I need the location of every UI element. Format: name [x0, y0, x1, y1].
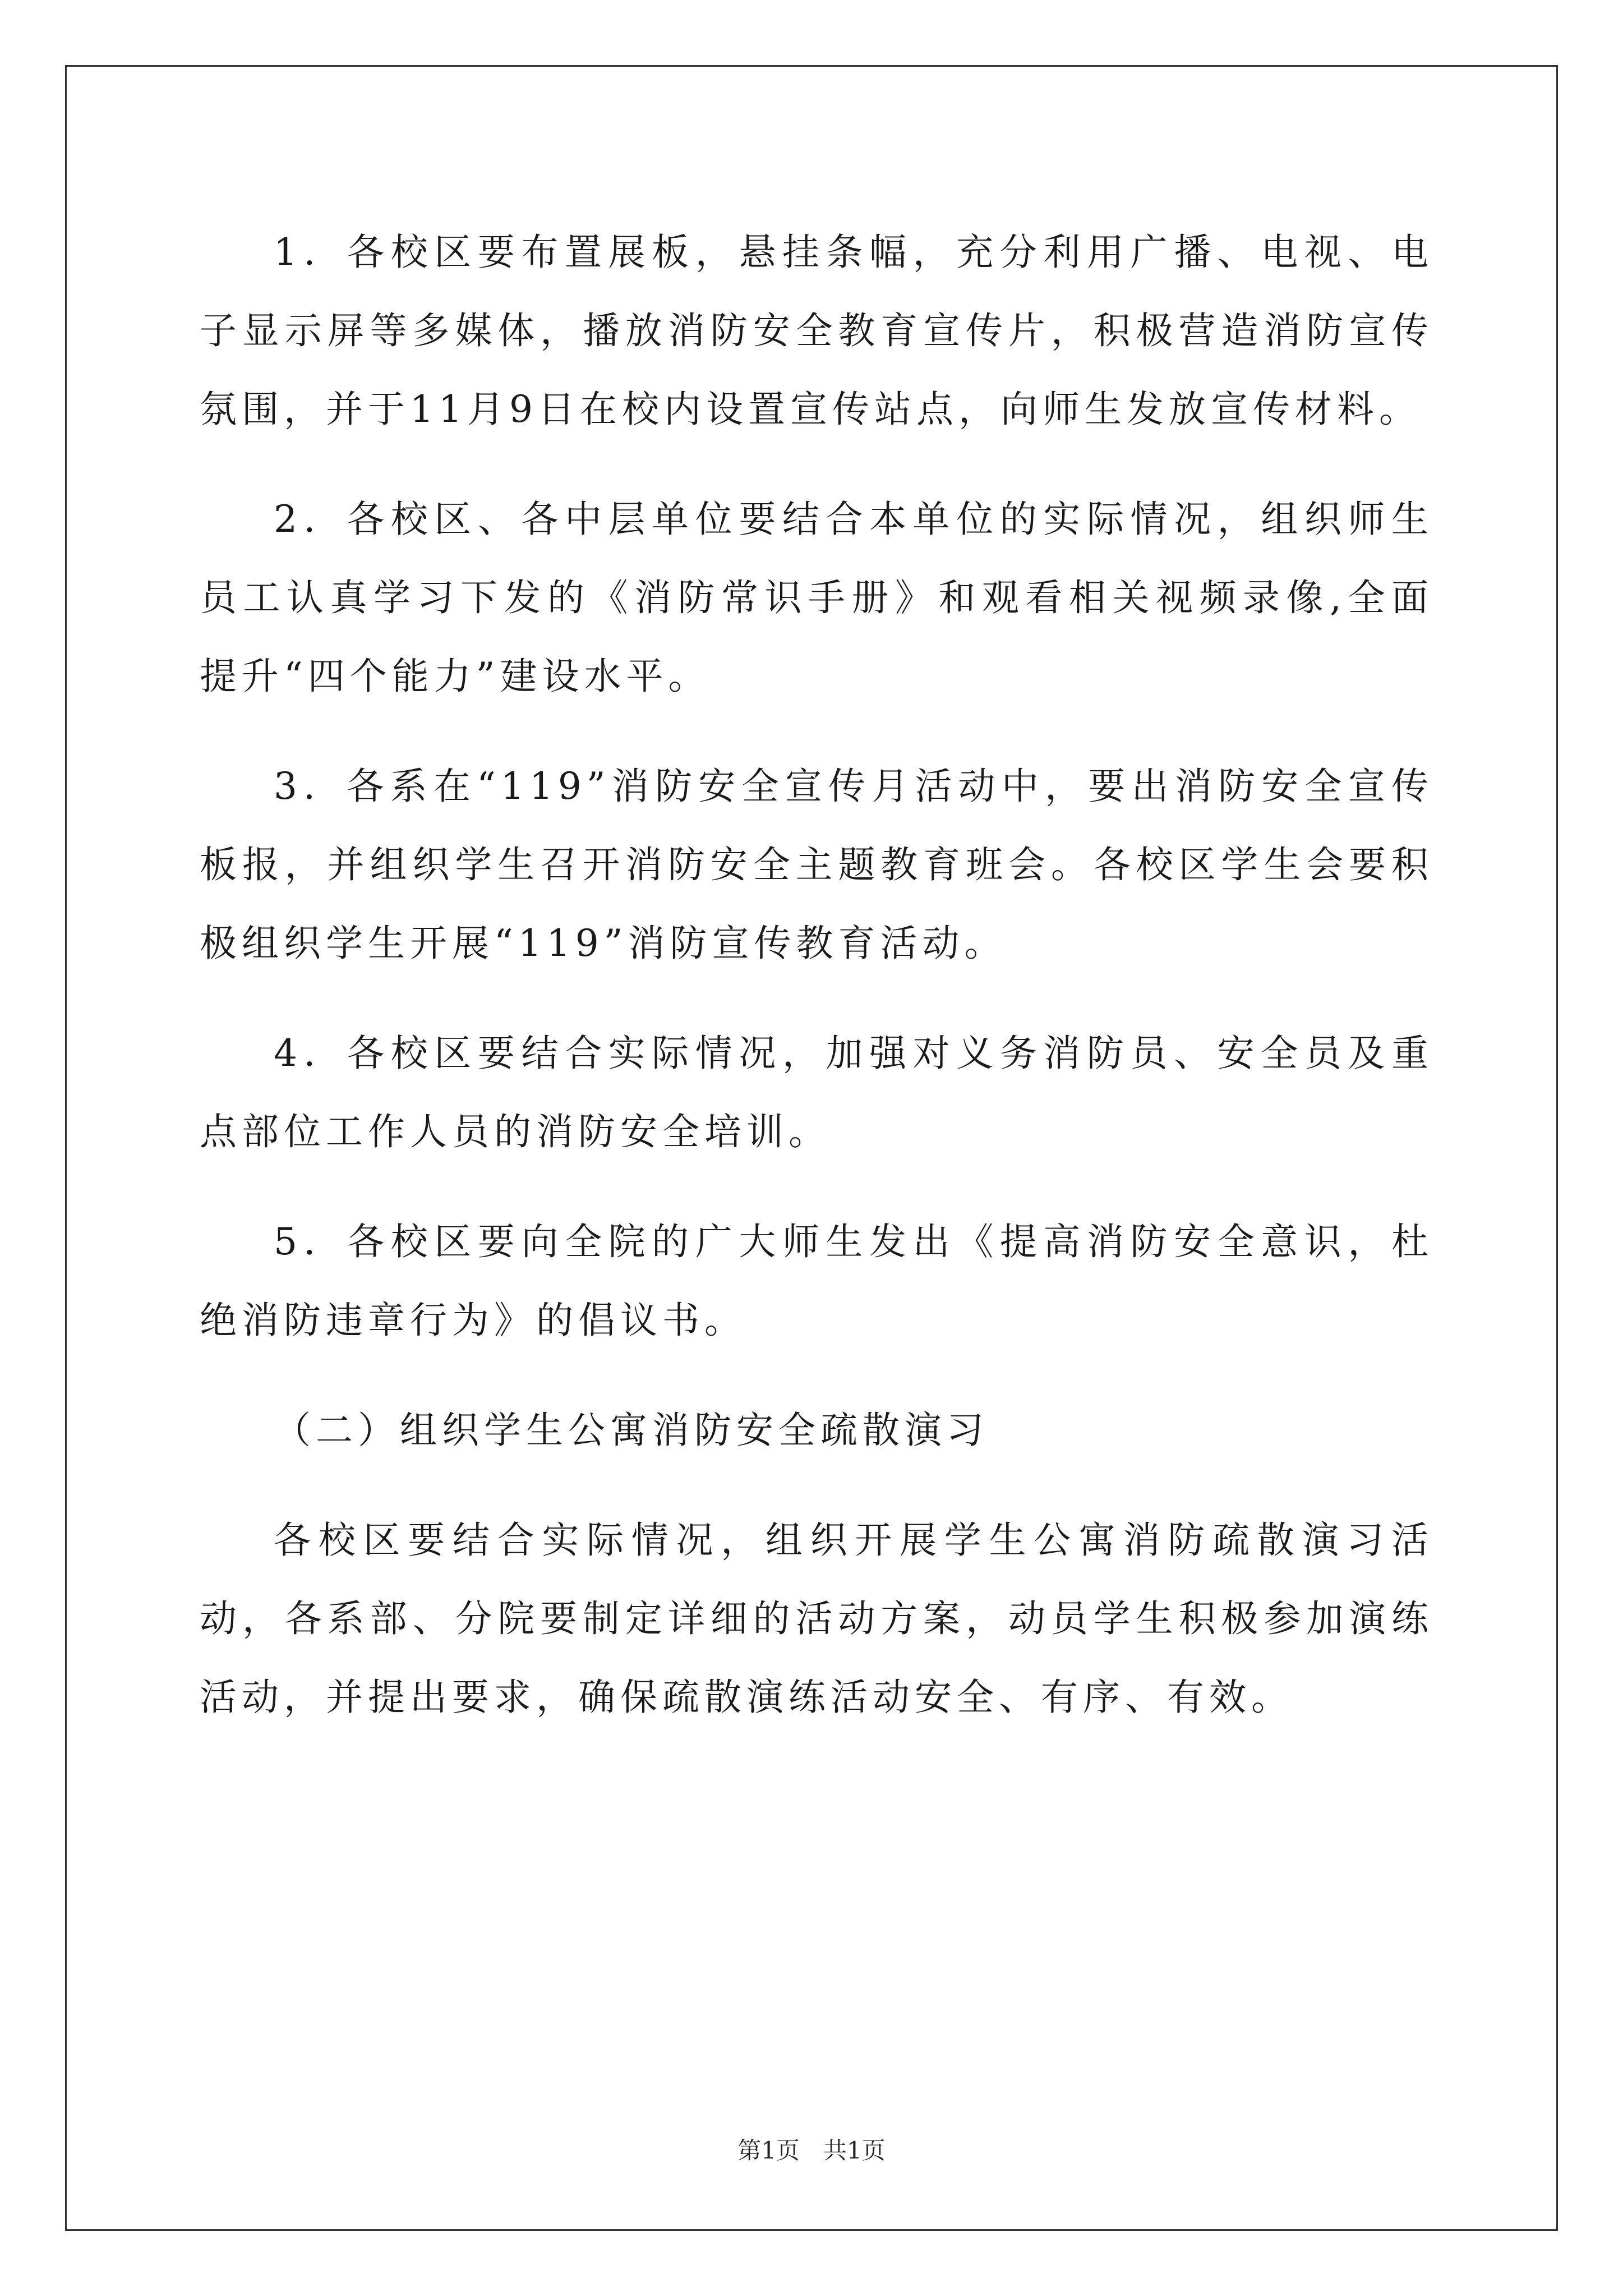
document-body — [200, 213, 1433, 1768]
paragraph-5: 5．各校区要向全院的广大师生发出《提高消防安全意识，杜绝消防违章行为》的倡议书。 — [200, 1220, 1433, 1342]
paragraph-4: 4．各校区要结合实际情况，加强对义务消防员、安全员及重点部位工作人员的消防安全培训。 — [200, 1032, 1433, 1153]
paragraph-6: 各校区要结合实际情况，组织开展学生公寓消防疏散演习活动，各系部、分院要制定详细的活动方案，动员学生积极参加演练活动，并提出要求，确保疏散演练活动安全、有序、有效。 — [200, 1519, 1433, 1719]
page-footer: 第1页 共1页 — [737, 2137, 886, 2164]
paragraph-1: 1．各校区要布置展板，悬挂条幅，充分利用广播、电视、电子显示屏等多媒体，播放消防安全教育宣传片，积极营造消防宣传氛围，并于11月9日在校内设置宣传站点，向师生发放宣传材料。 — [200, 231, 1433, 431]
paragraph-2: 2．各校区、各中层单位要结合本单位的实际情况，组织师生员工认真学习下发的《消防常识手册》和观看相关视频录像,全面提升“四个能力”建设水平。 — [200, 498, 1433, 698]
paragraph-3: 3．各系在“119”消防安全宣传月活动中，要出消防安全宣传板报，并组织学生召开消防安全主题教育班会。各校区学生会要积极组织学生开展“119”消防宣传教育活动。 — [200, 765, 1433, 965]
section-heading: （二）组织学生公寓消防安全疏散演习 — [274, 1409, 989, 1452]
